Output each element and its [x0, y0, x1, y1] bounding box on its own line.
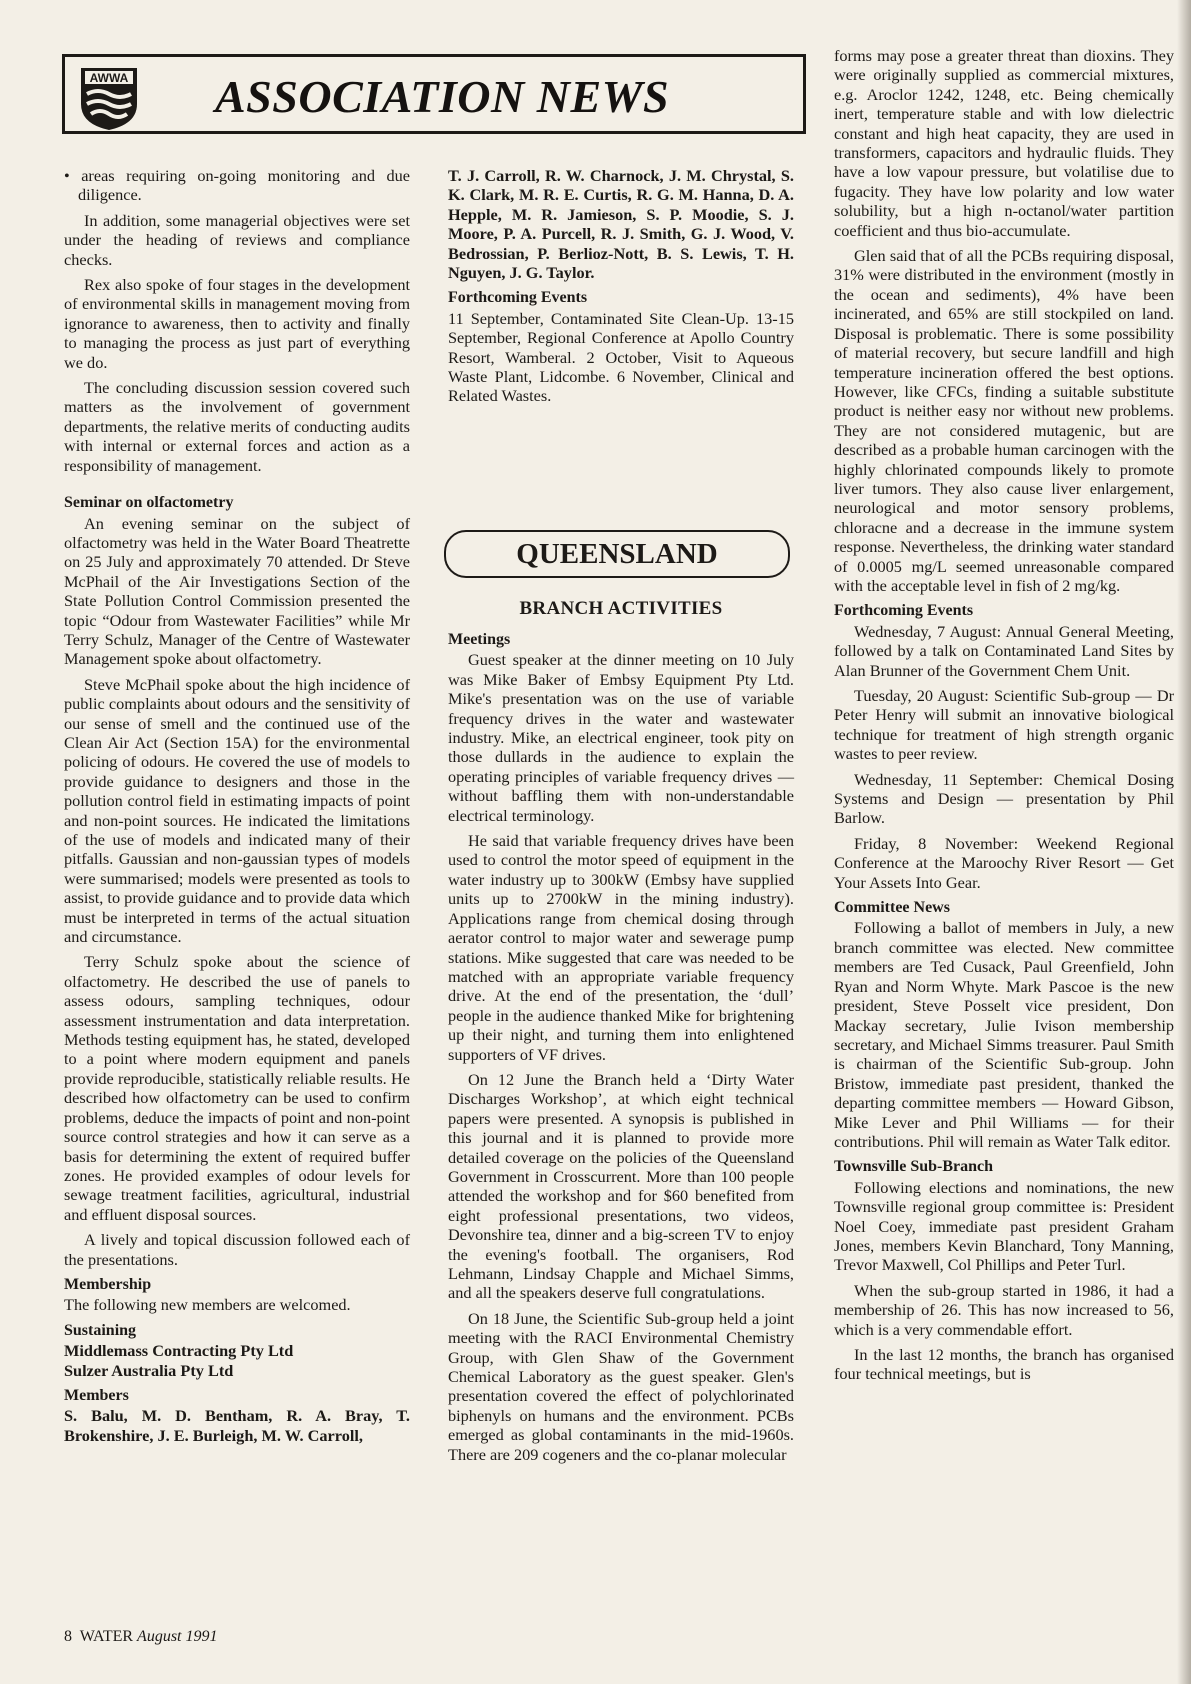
paragraph: 11 September, Contaminated Site Clean-Up. 13-15 September, Regional Conference at Apollo Country Resort, Wamberal. 2 October, Visit to Aqueous Waste Plant, Lidcombe. 6 November, Clinical and Related Wastes.	[448, 308, 794, 406]
paragraph: An evening seminar on the subject of olfactometry was held in the Water Board Theatrette on 25 July and approximately 70 attended. Dr Steve McPhail of the Air Investigations Section of the State Pollution Control Commission presented the topic “Odour from Wastewater Facilities” while Mr Terry Schulz, Manager of the Centre of Wastewater Management spoke about olfactometry.	[64, 513, 410, 669]
column-right	[834, 46, 1174, 1390]
paragraph: Following a ballot of members in July, a new branch committee was elected. New committee members are Ted Cusack, Paul Greenfield, John Ryan and Norm Whyte. Mark Pascoe is the new president, Steve Posselt vice president, Don Mackay secretary, Julie Ivison membership secretary, and Michael Simms treasurer. Paul Smith is chairman of the Scientific Sub-group. John Bristow, immediate past president, thanked the departing committee members — Howard Gibson, Mike Lever and Phil Williams — for their contributions. Phil will remain as Water Talk editor.	[834, 918, 1174, 1151]
paragraph: Guest speaker at the dinner meeting on 10 July was Mike Baker of Embsy Equipment Pty Ltd. Mike's presentation was on the use of variable frequency drives in the water and wastewater industry. Mike, an electrical engineer, took pity on those dullards in the audience to explain the operating principles of variable frequency drives — without baffling them with non-understandable electrical terminology.	[448, 650, 794, 825]
column-middle-bottom	[448, 624, 794, 1470]
paragraph: forms may pose a greater threat than dioxins. They were originally supplied as commercial mixtures, e.g. Aroclor 1242, 1248, etc. Being chemically inert, temperature stable and with low dielectric constant and high heat capacity, they are used in transformers, capacitors and hydraulic fluids. They have a low vapour pressure, but volatilise due to fugacity. They have low polarity and low water solubility, but a high n-octanol/water partition coefficient and thus bio-accumulate.	[834, 46, 1174, 240]
page-number: 8	[64, 1628, 72, 1645]
section-heading-meetings: Meetings	[448, 631, 511, 648]
paragraph: Glen said that of all the PCBs requiring disposal, 31% were distributed in the environment (mostly in the ocean and sediments), 4% have been incinerated, and 65% are still stockpiled on land. Disposal is problematic. There is some possibility of material recovery, but secure landfill and high temperature incineration offered the best options. However, like CFCs, finding a suitable substitute product is neither easy nor without new problems. They are not considered mutagenic, but are described as a probable human carcinogen with the highly chlorinated compounds likely to promote liver tumors. They also cause liver enlargement, neurological and motor sensory problems, chloracne and a decrease in the immune system response. Nevertheless, the drinking water standard of 0.0005 mg/L seemed unreasonable compared with the acceptable level in fish of 2 mg/kg.	[834, 246, 1174, 595]
member-names: S. Balu, M. D. Bentham, R. A. Bray, T. Brokenshire, J. E. Burleigh, M. W. Carroll,	[64, 1406, 410, 1445]
journal-name: WATER	[79, 1628, 134, 1645]
paragraph: Rex also spoke of four stages in the development of environmental skills in management moving from ignorance to awareness, then to activity and finally to managing the process as just part of everything we do.	[64, 275, 410, 372]
paragraph: Terry Schulz spoke about the science of olfactometry. He described the use of panels to assess odours, sampling techniques, odour assessment instrumentation and data interpretation. Methods testing equipment has, he stated, developed to a point where modern equipment and panels provide reproducible, statistically reliable results. He described how olfactometry can be used to confirm problems, deduce the impacts of point and non-point source control strategies and how it can serve as a basis for determining the extent of required buffer zones. He provided examples of odour levels for sewage treatment facilities, agricultural, industrial and effluent disposal sources.	[64, 952, 410, 1224]
awwa-logo	[79, 66, 139, 132]
paragraph: Steve McPhail spoke about the high incidence of public complaints about odours and the sensitivity of our sense of smell and the continued use of the Clean Air Act (Section 15A) for the environmental policing of odours. He covered the use of models to provide guidance to designers and those in the pollution control field in estimating impacts of point and non-point sources. He indicated the limitations of the use of models and indicated many of their pitfalls. Gaussian and non-gaussian types of models were summarised; models were presented as tools to assist, to provide guidance and to provide data which must be interpreted in terms of the actual situation and circumstance.	[64, 674, 410, 947]
column-left	[64, 166, 410, 1451]
branch-activities-heading: BRANCH ACTIVITIES	[519, 598, 723, 619]
section-heading-committee: Committee News	[834, 899, 950, 917]
page-title: ASSOCIATION NEWS	[215, 71, 670, 122]
section-heading-membership: Membership	[64, 1275, 152, 1293]
paragraph: In the last 12 months, the branch has organised four technical meetings, but is	[834, 1345, 1174, 1384]
section-heading-townsville: Townsville Sub-Branch	[834, 1158, 994, 1176]
association-news-banner	[62, 54, 806, 134]
paragraph: • areas requiring on-going monitoring and due diligence.	[64, 166, 410, 205]
section-heading-sustaining: Sustaining	[64, 1321, 137, 1339]
page-edge-shadow	[1177, 0, 1191, 1684]
member-names: T. J. Carroll, R. W. Charnock, J. M. Chrystal, S. K. Clark, M. R. E. Curtis, R. G. M. Hanna, D. A. Hepple, M. R. Jamieson, S. P. Moodie, S. J. Moore, P. A. Purcell, R. J. Smith, G. J. Wood, V. Bedrossian, P. Berlioz-Nott, B. S. Lewis, T. H. Nguyen, J. G. Taylor.	[448, 166, 794, 283]
paragraph: Friday, 8 November: Weekend Regional Conference at the Maroochy River Resort — Get Your Assets Into Gear.	[834, 833, 1174, 892]
section-heading-forthcoming: Forthcoming Events	[448, 289, 588, 307]
paragraph: Tuesday, 20 August: Scientific Sub-group — Dr Peter Henry will submit an innovative biological technique for treatment of high strength organic wastes to peer review.	[834, 686, 1174, 764]
section-heading-seminar: Seminar on olfactometry	[64, 494, 234, 512]
issue-date: August 1991	[137, 1628, 218, 1645]
paragraph: Following elections and nominations, the new Townsville regional group committee is: President Noel Coey, immediate past president Graham Jones, members Kevin Blanchard, Tony Manning, Trevor Maxwell, Col Phillips and Peter Turl.	[834, 1177, 1174, 1275]
svg-text:AWWA: AWWA	[89, 71, 129, 85]
paragraph: In addition, some managerial objectives were set under the heading of reviews and compliance checks.	[64, 210, 410, 269]
paragraph: On 12 June the Branch held a ‘Dirty Water Discharges Workshop’, at which eight technical papers were presented. A synopsis is published in this journal and it is planned to provide more detailed coverage on the policies of the Queensland Government in Crosscurrent. More than 100 people attended the workshop and for $60 benefited from eight professional presentations, two videos, Devonshire tea, dinner and a big-screen TV to enjoy the evening's football. The organisers, Rod Lehmann, Lindsay Chapple and Michael Simms, and all the speakers deserve full congratulations.	[448, 1069, 794, 1303]
sustaining-member: Middlemass Contracting Pty Ltd	[64, 1341, 294, 1361]
paragraph: Wednesday, 11 September: Chemical Dosing Systems and Design — presentation by Phil Barlow.	[834, 769, 1174, 828]
paragraph: A lively and topical discussion followed each of the presentations.	[64, 1230, 410, 1269]
sustaining-member: Sulzer Australia Pty Ltd	[64, 1360, 234, 1380]
paragraph: On 18 June, the Scientific Sub-group held a joint meeting with the RACI Environmental Chemistry Group, with Glen Shaw of the Government Chemical Laboratory as the guest speaker. Glen's presentation covered the effect of polychlorinated biphenyls on humans and the environment. PCBs emerged as global contaminants in the mid-1960s. There are 209 cogeners and the co-planar molecular	[448, 1308, 794, 1464]
page-footer	[64, 1628, 218, 1646]
paragraph: He said that variable frequency drives have been used to control the motor speed of equipment in the water industry up to 300kW (Embsy have supplied units up to 2700kW in the mining industry). Applications range from chemical dosing through aerator control to major water and sewerage pump stations. Mike suggested that care was needed to be matched with an appropriate variable frequency drive. At the end of the presentation, the ‘dull’ people in the audience thanked Mike for brightening up their night, and turning them into enlightened supporters of VF drives.	[448, 831, 794, 1064]
section-heading-members: Members	[64, 1386, 129, 1404]
paragraph: Wednesday, 7 August: Annual General Meeting, followed by a talk on Contaminated Land Sites by Alan Brunner of the Government Chem Unit.	[834, 621, 1174, 680]
paragraph: The concluding discussion session covered such matters as the involvement of government departments, the relative merits of conducting audits with internal or external forces and action as a responsibility of management.	[64, 378, 410, 475]
column-middle-top	[448, 166, 794, 412]
queensland-heading: QUEENSLAND	[444, 530, 790, 578]
section-heading-forthcoming: Forthcoming Events	[834, 602, 974, 620]
paragraph: The following new members are welcomed.	[64, 1295, 351, 1315]
paragraph: When the sub-group started in 1986, it had a membership of 26. This has now increased to 56, which is a very commendable effort.	[834, 1280, 1174, 1339]
